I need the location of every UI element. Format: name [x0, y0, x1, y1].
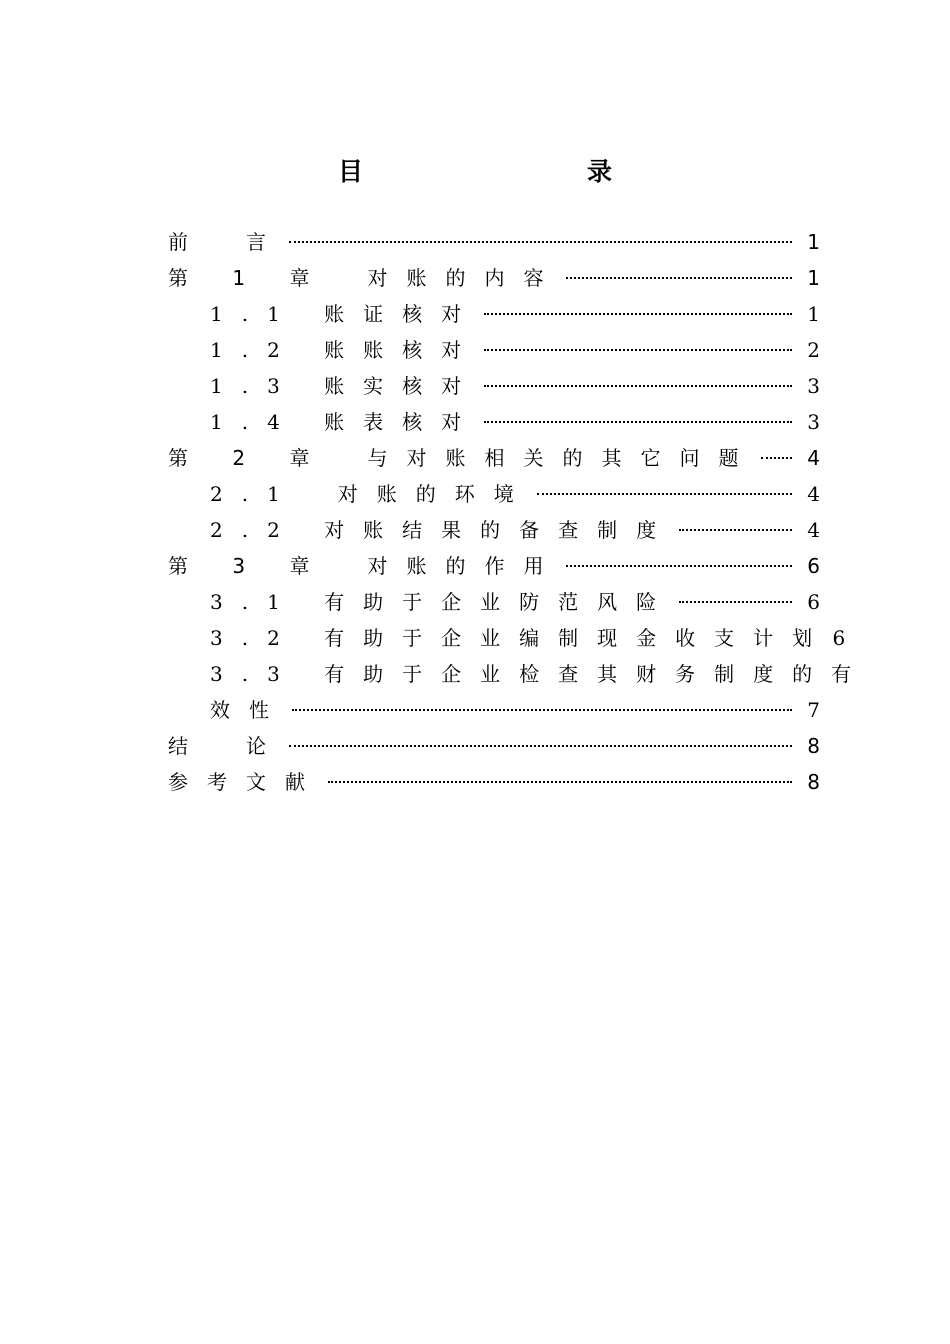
- toc-entry[interactable]: [168, 332, 820, 368]
- toc-entry-label: 结 论: [168, 734, 285, 758]
- toc-entry-page: 1: [807, 230, 820, 254]
- toc-entry-page: 6: [807, 554, 820, 578]
- dot-leader: [484, 421, 792, 423]
- toc-entry-label: 第 1 章 对账的内容: [168, 266, 563, 290]
- toc-entry-label: 2.1 对账的环境: [210, 482, 533, 506]
- toc-entry-page: 8: [807, 734, 820, 758]
- dot-leader: [484, 349, 792, 351]
- dot-leader: [289, 241, 792, 243]
- toc-entry[interactable]: [168, 296, 820, 332]
- toc-entry-page: 3: [807, 410, 820, 434]
- toc-entry-continuation[interactable]: [168, 692, 820, 728]
- toc-entry[interactable]: [168, 476, 820, 512]
- toc-title: 目 录: [337, 157, 670, 186]
- toc-entry[interactable]: [168, 224, 820, 260]
- toc-entry-page: 4: [807, 446, 820, 470]
- dot-leader: [328, 781, 792, 783]
- toc-entry-label: 3.2 有助于企业编制现金收支计划: [210, 626, 832, 650]
- toc-entry-label: 2.2 对账结果的备查制度: [210, 518, 676, 542]
- toc-entry[interactable]: [168, 584, 820, 620]
- toc-entry-label: 1.4 账表核对: [210, 410, 481, 434]
- toc-entry[interactable]: [168, 512, 820, 548]
- toc-list: [168, 224, 871, 800]
- dot-leader: [537, 493, 792, 495]
- toc-entry-page: 6: [807, 590, 820, 614]
- toc-entry[interactable]: [168, 620, 846, 656]
- toc-entry-label: 参考文献: [168, 770, 324, 794]
- dot-leader: [761, 457, 792, 459]
- toc-entry-page: 4: [807, 482, 820, 506]
- toc-entry[interactable]: [168, 260, 820, 296]
- dot-leader: [679, 601, 792, 603]
- toc-entry[interactable]: [168, 728, 820, 764]
- toc-entry-page: 3: [807, 374, 820, 398]
- toc-entry-label: 1.1 账证核对: [210, 302, 481, 326]
- dot-leader: [484, 385, 792, 387]
- toc-entry[interactable]: [168, 548, 820, 584]
- toc-entry-page: 2: [807, 338, 820, 362]
- dot-leader: [484, 313, 792, 315]
- dot-leader: [566, 277, 792, 279]
- toc-entry-label: 前 言: [168, 230, 285, 254]
- toc-entry-page: 4: [807, 518, 820, 542]
- toc-entry-page: 6: [832, 626, 846, 650]
- toc-entry-label: 1.2 账账核对: [210, 338, 481, 362]
- dot-leader: [566, 565, 792, 567]
- dot-leader: [289, 745, 792, 747]
- toc-entry-label: 3.3 有助于企业检查其财务制度的有: [210, 662, 871, 686]
- toc-entry[interactable]: [168, 764, 820, 800]
- toc-entry-label: 第 2 章 与对账相关的其它问题: [168, 446, 758, 470]
- toc-entry-label-cont: 效性: [210, 698, 288, 722]
- toc-entry[interactable]: [168, 368, 820, 404]
- toc-entry-label: 1.3 账实核对: [210, 374, 481, 398]
- toc-entry-page: 7: [807, 698, 820, 722]
- dot-leader: [292, 709, 792, 711]
- toc-entry[interactable]: [168, 440, 820, 476]
- toc-entry-label: 3.1 有助于企业防范风险: [210, 590, 676, 614]
- toc-entry-page: 8: [807, 770, 820, 794]
- toc-entry[interactable]: [168, 656, 871, 692]
- dot-leader: [679, 529, 792, 531]
- toc-entry-page: 1: [807, 266, 820, 290]
- toc-entry[interactable]: [168, 404, 820, 440]
- toc-entry-page: 1: [807, 302, 820, 326]
- toc-entry-label: 第 3 章 对账的作用: [168, 554, 563, 578]
